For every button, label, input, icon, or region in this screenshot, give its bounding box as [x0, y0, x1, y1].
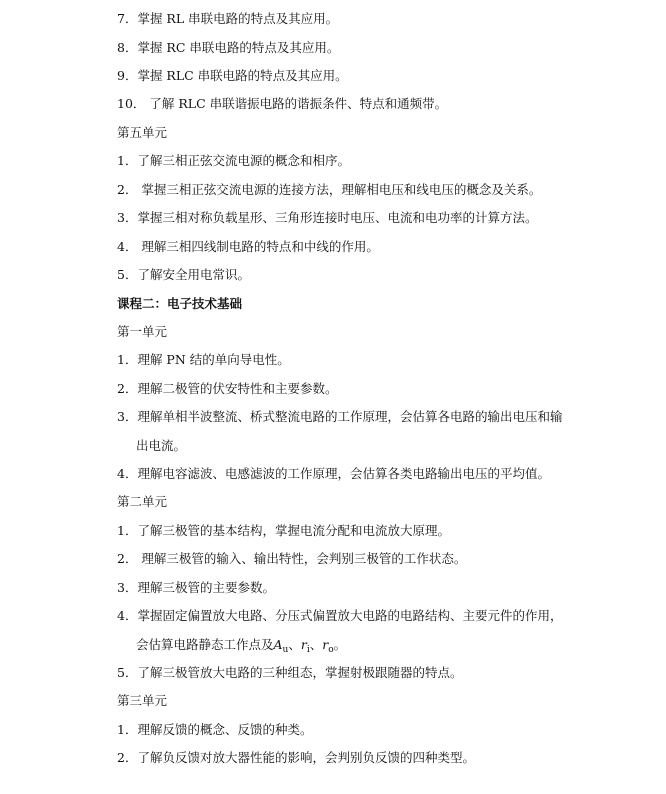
- unit-3-heading: 第三单元: [117, 693, 168, 708]
- line-5-4: 4． 理解三相四线制电路的特点和中线的作用。: [117, 239, 379, 254]
- line-2-3: 3．理解三极管的主要参数。: [117, 580, 275, 595]
- line-2-4-cont: [136, 637, 346, 653]
- line-2-2: 2． 理解三极管的输入、输出特性，会判别三极管的工作状态。: [117, 551, 467, 566]
- line-1-1: 1．理解 PN 结的单向导电性。: [117, 352, 290, 367]
- line-1-3: 3．理解单相半波整流、桥式整流电路的工作原理，会估算各电路的输出电压和输: [117, 409, 563, 424]
- line-1-3-cont: 出电流。: [136, 438, 187, 453]
- formula-au: A: [273, 637, 283, 652]
- line-rl: 7．掌握 RL 串联电路的特点及其应用。: [117, 11, 339, 26]
- line-2-1: 1．了解三极管的基本结构，掌握电流分配和电流放大原理。: [117, 523, 450, 538]
- formula-sep1: 、: [288, 637, 301, 652]
- line-3-1: 1．理解反馈的概念、反馈的种类。: [117, 722, 313, 737]
- line-2-4-cont-text: 会估算电路静态工作点及: [136, 637, 274, 652]
- line-5-5: 5．了解安全用电常识。: [117, 267, 250, 282]
- line-resonance: 10． 了解 RLC 串联谐振电路的谐振条件、特点和通频带。: [117, 96, 448, 111]
- line-1-4: 4．理解电容滤波、电感滤波的工作原理，会估算各类电路输出电压的平均值。: [117, 466, 550, 481]
- formula-sep2: 、: [309, 637, 323, 652]
- formula-end: 。: [333, 637, 347, 652]
- unit-1-heading: 第一单元: [117, 324, 168, 339]
- formula-ro-sub: o: [328, 645, 334, 655]
- line-5-2: 2． 掌握三相正弦交流电源的连接方法，理解相电压和线电压的概念及关系。: [117, 182, 542, 197]
- unit-5-heading: 第五单元: [117, 125, 168, 140]
- line-rlc: 9．掌握 RLC 串联电路的特点及其应用。: [117, 68, 348, 83]
- line-2-4: 4．掌握固定偏置放大电路、分压式偏置放大电路的电路结构、主要元件的作用，: [117, 608, 563, 623]
- unit-2-heading: 第二单元: [117, 494, 168, 509]
- formula-ro: r: [322, 637, 329, 652]
- formula-ri-sub: i: [306, 645, 310, 655]
- formula-ri: r: [300, 637, 307, 652]
- line-1-2: 2．理解二极管的伏安特性和主要参数。: [117, 381, 338, 396]
- line-rc: 8．掌握 RC 串联电路的特点及其应用。: [117, 40, 340, 55]
- course-2-heading: 课程二：电子技术基础: [117, 296, 243, 311]
- line-3-2: 2．了解负反馈对放大器性能的影响，会判别负反馈的四种类型。: [117, 750, 475, 765]
- line-5-1: 1．了解三相正弦交流电源的概念和相序。: [117, 153, 350, 168]
- line-2-5: 5．了解三极管放大电路的三种组态，掌握射极跟随器的特点。: [117, 665, 463, 680]
- line-5-3: 3．掌握三相对称负载星形、三角形连接时电压、电流和电功率的计算方法。: [117, 210, 538, 225]
- formula-au-sub: u: [282, 645, 289, 655]
